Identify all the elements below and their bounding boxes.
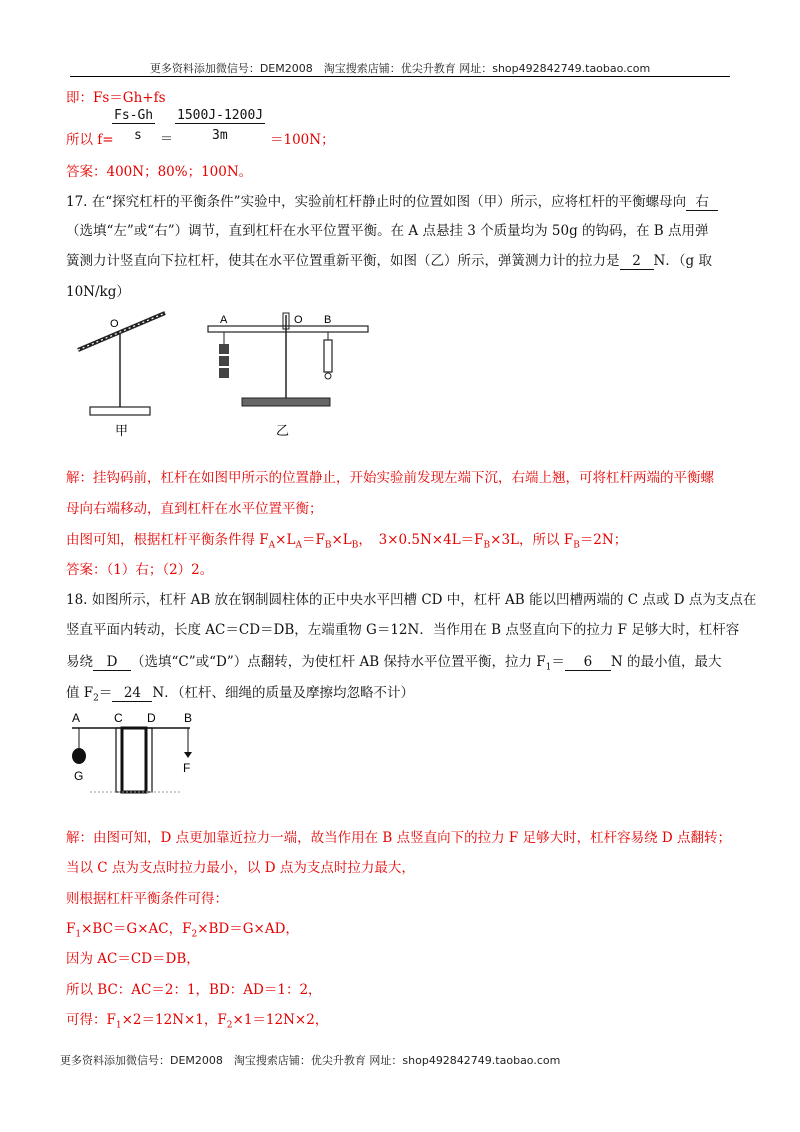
q18-blank-1: D: [93, 654, 131, 671]
q16-eq: ＝: [160, 132, 174, 147]
weight-g: [72, 748, 86, 764]
q18-solution-5: 因为 AC＝CD＝DB，: [66, 951, 200, 967]
q18-solution-3: 则根据杠杆平衡条件可得：: [66, 891, 228, 907]
q16-equation: 即：Fs＝Gh+fs: [66, 90, 166, 106]
q18-point-labels: [72, 711, 192, 783]
q18-solution-4: $F_1\times BC=G\times AC$，$F_2\times BD=G\times AD$，: [66, 921, 299, 940]
q16-fraction-den-1: s: [134, 128, 142, 143]
q16-fraction-numerator-2: 1500J-1200J: [177, 108, 264, 123]
q16-fraction-den-2: 3m: [212, 128, 228, 143]
page-footer: 更多资料添加微信号：DEM2008 淘宝搜索店铺：优尖升教育 网址：shop492842749.taobao.com: [60, 1054, 561, 1067]
q18-solution-6: 所以 BC：AC＝2：1，BD：AD＝1：2，: [66, 982, 322, 998]
label-g: G: [74, 769, 84, 783]
q18-solution-7: 可得：$F_1\times 2=12N\times 1$，$F_2\times 1=12N\times 2$，: [66, 1012, 329, 1031]
q16-fraction-numerator-1: Fs-Gh: [114, 108, 154, 123]
label-b: B: [184, 711, 193, 725]
label-a: A: [72, 711, 81, 725]
q17-solution-2: 母向右端移动，直到杠杆在水平位置平衡；: [66, 501, 323, 517]
q18-blank-3: 24: [112, 685, 152, 702]
base: [242, 398, 330, 406]
header-divider: [70, 76, 730, 77]
figure-q18-lever: [70, 708, 210, 800]
fig-yi-a-label: A: [220, 314, 228, 326]
fig-yi-b-label: B: [324, 314, 332, 326]
q17-line4: 10N/kg）: [66, 284, 130, 300]
hook-weight-2: [219, 356, 229, 366]
q16-result: ＝100N；: [270, 132, 335, 148]
q17-number: 17.: [66, 194, 88, 210]
q18-number: 18.: [66, 592, 88, 608]
label-f: F: [183, 761, 191, 775]
fig-yi-caption: 乙: [276, 424, 290, 439]
q17-line3: 簧测力计竖直向下拉杠杆，使其在水平位置重新平衡，如图（乙）所示，弹簧测力计的拉力是 2 N．（g 取: [66, 253, 712, 269]
fig-jia-o-label: O: [110, 318, 119, 330]
base: [90, 407, 150, 415]
label-c: C: [114, 711, 123, 725]
q17-solution-1: 解：挂钩码前，杠杆在如图甲所示的位置静止，开始实验前发现左端下沉，右端上翘，可将杠杆两端的平衡螺: [66, 470, 714, 486]
page-header: 更多资料添加微信号：DEM2008 淘宝搜索店铺：优尖升教育 网址：shop492842749.taobao.com: [149, 62, 651, 75]
force-arrow: [184, 752, 192, 758]
q17-answer: 答案：（1）右；（2）2。: [66, 562, 214, 578]
q18-solution-2: 当以 C 点为支点时拉力最小，以 D 点为支点时拉力最大，: [66, 860, 415, 876]
hook-weight-3: [219, 368, 229, 378]
fig-yi-o-label: O: [294, 314, 303, 326]
q17-blank-1: 右: [686, 190, 718, 211]
q17-text-1: 在“探究杠杆的平衡条件”实验中，实验前杠杆静止时的位置如图（甲）所示，应将杠杆的平衡螺母向: [91, 194, 687, 210]
q17-solution-3: 由图可知，根据杠杆平衡条件得 $F_A\times L_A=F_B\times L_B$， $3\times 0.5N\times 4L=F_B\times 3L$，所以 $F_B=2N$；: [66, 532, 628, 551]
hook-weight-1: [219, 344, 229, 354]
figure-jia-lever: [70, 305, 180, 440]
q18-blank-2: 6: [565, 654, 611, 671]
q18-line3: 易绕 D （选填“C”或“D”）点翻转，为使杠杆 AB 保持水平位置平衡，拉力 $F_1= 6$ N 的最小值，最大: [66, 654, 722, 673]
fig-jia-caption: 甲: [115, 424, 129, 439]
q18-line4: 值 $F_2= 24$ N．（杠杆、细绳的质量及摩擦均忽略不计）: [66, 685, 414, 704]
q17-line2: （选填“左”或“右”）调节，直到杠杆在水平位置平衡。在 A 点悬挂 3 个质量均为 50g 的钩码，在 B 点用弹: [66, 223, 709, 239]
q16-answer: 答案：400N；80%；100N。: [66, 164, 253, 180]
spring-scale: [324, 340, 332, 372]
figure-yi-lever: [200, 310, 380, 440]
q18-solution-1: 解：由图可知，D 点更加靠近拉力一端，故当作用在 B 点竖直向下的拉力 F 足够大时，杠杆容易绕 D 点翻转；: [66, 830, 731, 846]
label-d: D: [147, 711, 156, 725]
q16-so-f: 所以 f=: [66, 132, 114, 148]
q17-blank-2: 2: [620, 253, 654, 270]
q18-line1: 18. 如图所示，杠杆 AB 放在钢制圆柱体的正中央水平凹槽 CD 中，杠杆 AB 能以凹槽两端的 C 点或 D 点为支点在: [66, 592, 757, 608]
q18-line2: 竖直平面内转动，长度 AC＝CD＝DB，左端重物 G＝12N．当作用在 B 点竖直向下的拉力 F 足够大时，杠杆容: [66, 622, 740, 638]
q17-line1: [66, 190, 718, 211]
